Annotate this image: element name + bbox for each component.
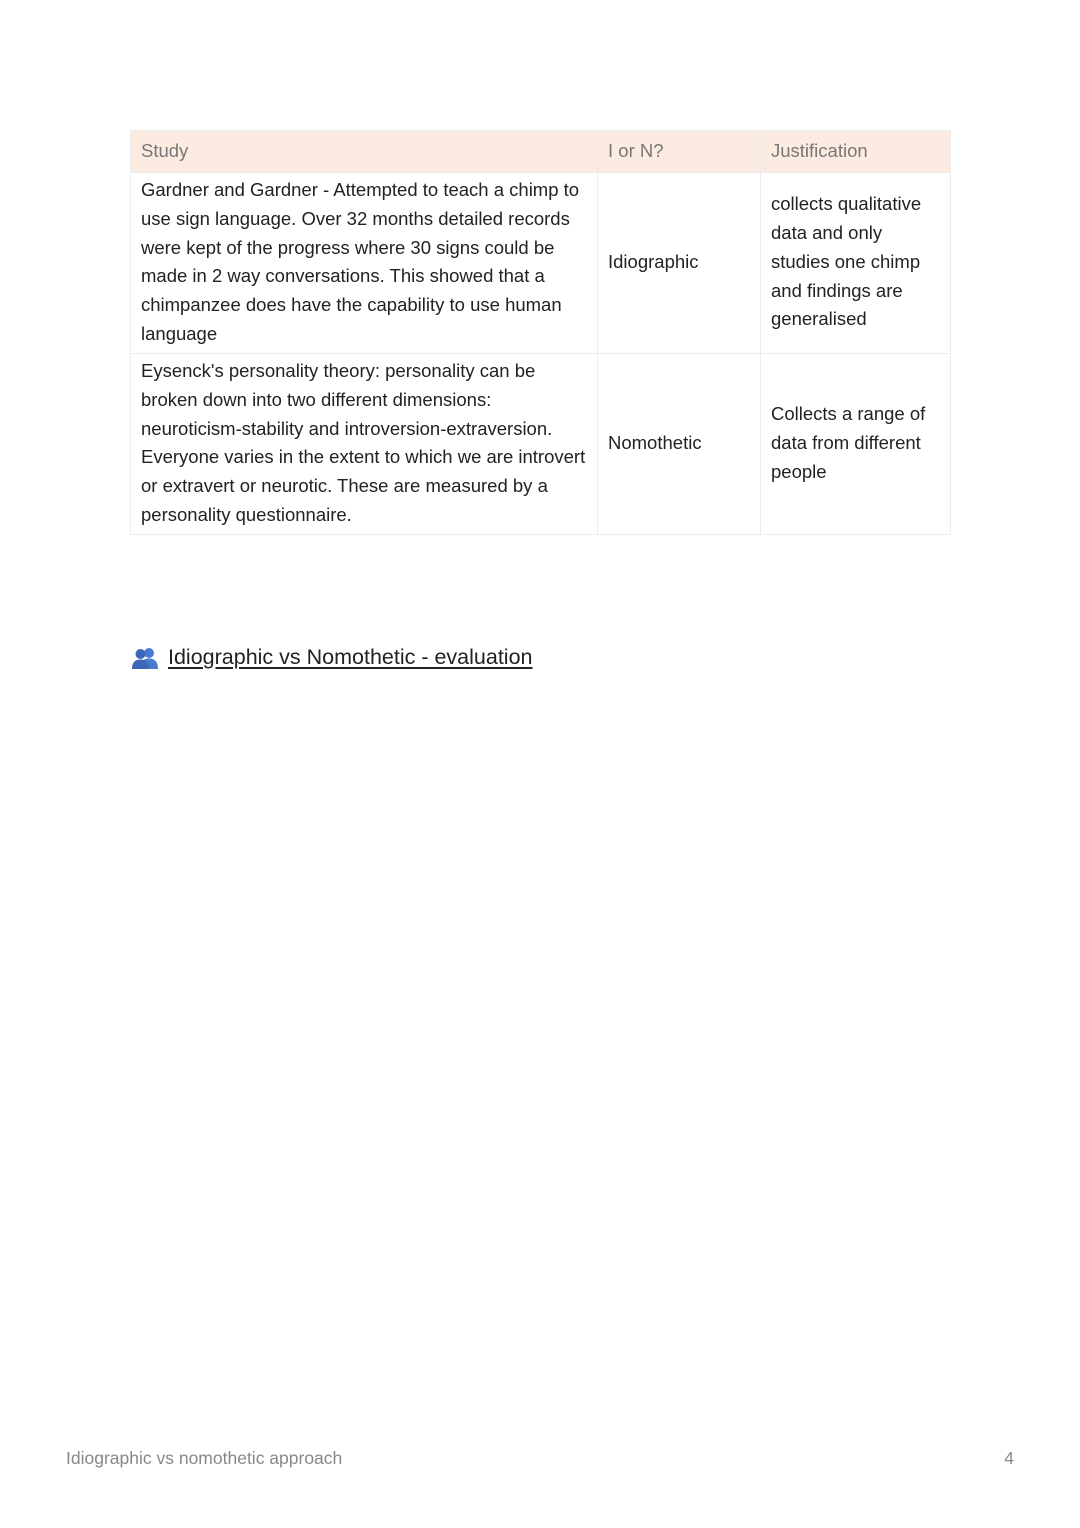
table-row — [131, 353, 951, 534]
table-row — [131, 172, 951, 353]
study-cell: Eysenck's personality theory: personality can be broken down into two different dimensions: neuroticism-stability and introversion-extraversion. Everyone varies in the extent to which we are introvert or extravert or neurotic. These are measured by a personality questionnaire. — [131, 353, 598, 534]
justification-cell: Collects a range of data from different people — [761, 353, 951, 534]
header-justification: Justification — [761, 131, 951, 173]
page-number: 4 — [1004, 1448, 1014, 1468]
evaluation-section-heading[interactable] — [131, 645, 533, 670]
study-cell: Gardner and Gardner - Attempted to teach a chimp to use sign language. Over 32 months detailed records were kept of the progress where 30 signs could be made in 2 way conversations. This showed that a chimpanzee does have the capability to use human language — [131, 172, 598, 353]
header-i-or-n: I or N? — [598, 131, 761, 173]
classification-cell: Idiographic — [598, 172, 761, 353]
evaluation-link[interactable]: Idiographic vs Nomothetic - evaluation — [168, 645, 533, 669]
footer-title: Idiographic vs nomothetic approach — [66, 1448, 343, 1468]
justification-cell: collects qualitative data and only studies one chimp and findings are generalised — [761, 172, 951, 353]
header-study: Study — [131, 131, 598, 173]
people-icon — [131, 646, 159, 670]
classification-cell: Nomothetic — [598, 353, 761, 534]
table-header-row — [131, 131, 951, 173]
study-classification-table — [130, 130, 951, 535]
